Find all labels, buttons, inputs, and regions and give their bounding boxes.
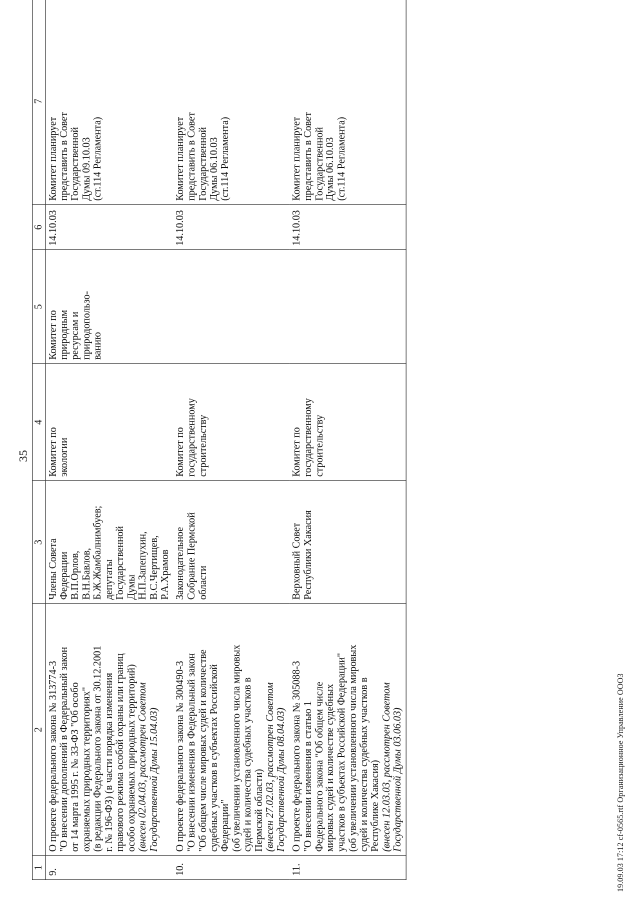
bill-description-cell (289, 604, 406, 856)
text-line: Государственной (313, 127, 325, 201)
text-line: особо охраняемых природных территорий) (125, 664, 137, 852)
text-line: Комитет планирует (290, 116, 303, 201)
committee-cell (45, 364, 173, 481)
text-line: Государственной Думы 08.04.03) (275, 707, 287, 852)
text-line: (ст.114 Регламента) (335, 116, 347, 201)
text-line: В.П.Орлов, (69, 550, 81, 600)
column-header: 4 (32, 364, 45, 481)
footer-print-info: 19.09.03 17:12 cf-0565.rtf Организационное Управление ООО3 (616, 673, 625, 892)
bill-row (45, 0, 173, 880)
page-number: 35 (16, 450, 30, 462)
text-line: Федерального закона "Об общем числе (313, 681, 325, 852)
text-line: от 14 марта 1995 г. № 33-ФЗ "Об особо (69, 682, 81, 852)
initiator-cell (45, 481, 173, 604)
text-line: представить в Совет (301, 112, 314, 201)
text-line: правового режима особой охраны или границ (114, 653, 126, 852)
note-cell (289, 0, 406, 205)
text-line: Думы 06.10.03 (207, 137, 220, 201)
deadline-cell: 14.10.03 (173, 205, 289, 250)
text-line: участков в субъектах Российской Федерации" (335, 652, 347, 852)
text-line: Государственной (114, 526, 126, 600)
note-cell (173, 0, 289, 205)
text-line: судей и количества судебных участков в (241, 677, 254, 852)
text-line: государственному (185, 398, 197, 477)
column-header: 3 (32, 481, 45, 604)
text-line: мировых судей и количестве судебных (324, 683, 336, 852)
column-header: 1 (32, 856, 45, 880)
text-line: области (196, 565, 209, 600)
text-line: Государственной (196, 127, 209, 201)
text-line: Законодательное (174, 526, 186, 600)
co-committee-cell (45, 250, 173, 364)
text-line: Члены Совета (46, 538, 59, 600)
co-committee-cell (173, 250, 289, 364)
column-header: 6 (32, 205, 45, 250)
text-line: Федерации (58, 551, 70, 600)
text-line: Республике Хакасия) (369, 759, 381, 852)
co-committee-cell (289, 250, 406, 364)
text-line: Собрание Пермской (185, 512, 197, 600)
text-line: Комитет по (46, 310, 59, 360)
text-line: Комитет планирует (174, 116, 186, 201)
text-line: Комитет по (46, 427, 59, 477)
text-line: Думы (125, 574, 137, 600)
text-line: Государственной Думы 15.04.03) (147, 707, 160, 852)
deadline-cell: 14.10.03 (289, 205, 406, 250)
text-line: государственному (301, 398, 314, 477)
text-line: Государственной Думы 03.06.03) (391, 707, 403, 852)
text-line: (внесен 02.04.03, рассмотрен Советом (136, 682, 148, 852)
text-line: судебных участков в субъектах Российской (207, 664, 220, 852)
text-line: (внесен 12.03.03, рассмотрен Советом (380, 682, 392, 852)
text-line: Думы 06.10.03 (324, 137, 336, 201)
text-line: строительству (196, 414, 209, 477)
text-line: "Об общем числе мировых судей и количестве (196, 649, 209, 852)
text-line: (ст.114 Регламента) (91, 116, 104, 201)
column-header: 5 (32, 250, 45, 364)
table-body (45, 0, 406, 880)
text-line: Комитет по (174, 427, 186, 477)
text-line: (ст.114 Регламента) (219, 116, 231, 201)
text-line: Комитет по (290, 427, 303, 477)
text-line: охраняемых природных территориях" (80, 686, 92, 852)
committee-cell (289, 364, 406, 481)
text-line: О проекте федерального закона № 313774-3 (46, 660, 59, 852)
text-line: О проекте федерального закона № 305088-3 (290, 660, 303, 852)
bill-row (289, 0, 406, 880)
text-line: природопользо- (80, 290, 92, 360)
text-line: Федерации" (219, 799, 231, 852)
text-line: Р.А.Храмов (158, 549, 171, 600)
text-line: Б.Ж.Жамбалнимбуев; (91, 505, 104, 600)
text-line: ванию (91, 332, 104, 360)
text-line: В.С.Чертищев, (147, 535, 160, 600)
text-line: О проекте федерального закона № 300490-3 (174, 660, 186, 852)
column-header: 7 (32, 0, 45, 205)
column-header: 2 (32, 604, 45, 856)
text-line: экологии (58, 437, 70, 477)
row-number-cell: 11. (289, 856, 406, 880)
bill-description-cell (173, 604, 289, 856)
text-line: Пермской области) (252, 768, 265, 852)
committee-cell (173, 364, 289, 481)
text-line: Думы 09.10.03 (80, 137, 92, 201)
bill-row (173, 0, 289, 880)
bill-description-cell (45, 604, 173, 856)
text-line: (об увеличении установленного числа мировых (230, 644, 242, 852)
row-number-cell: 10. (173, 856, 289, 880)
text-line: представить в Совет (185, 112, 197, 201)
text-line: депутаты (102, 559, 115, 600)
text-line: (об увеличении установленного числа мировых (346, 644, 359, 852)
text-line: "О внесении дополнений в Федеральный закон (58, 646, 70, 852)
column-number-row (32, 0, 45, 880)
text-line: Республики Хакасия (301, 510, 314, 600)
text-line: ресурсам и (69, 311, 81, 360)
text-line: (в редакции Федерального закона от 30.12.2001 (91, 645, 104, 852)
text-line: строительству (313, 414, 325, 477)
note-cell (45, 0, 173, 205)
text-line: "О внесении изменения в статью 1 (301, 700, 314, 852)
text-line: природным (58, 309, 70, 360)
deadline-cell: 14.10.03 (45, 205, 173, 250)
initiator-cell (289, 481, 406, 604)
text-line: Комитет планирует (46, 116, 59, 201)
row-number-cell: 9. (45, 856, 173, 880)
text-line: "О внесении изменения в Федеральный закон (185, 653, 197, 852)
initiator-cell (173, 481, 289, 604)
text-line: В.Н.Бавлов, (80, 547, 92, 600)
text-line: Верховный Совет (290, 522, 303, 600)
text-line: г. № 196-ФЗ) (в части порядка изменения (102, 672, 115, 852)
text-line: Государственной (69, 127, 81, 201)
text-line: судей и количества судебных участков в (357, 677, 370, 852)
text-line: (внесен 27.02.03, рассмотрен Советом (264, 682, 276, 852)
bills-table (32, 0, 406, 880)
text-line: представить в Совет (58, 112, 70, 201)
text-line: Н.П.Запепухин, (136, 531, 148, 600)
